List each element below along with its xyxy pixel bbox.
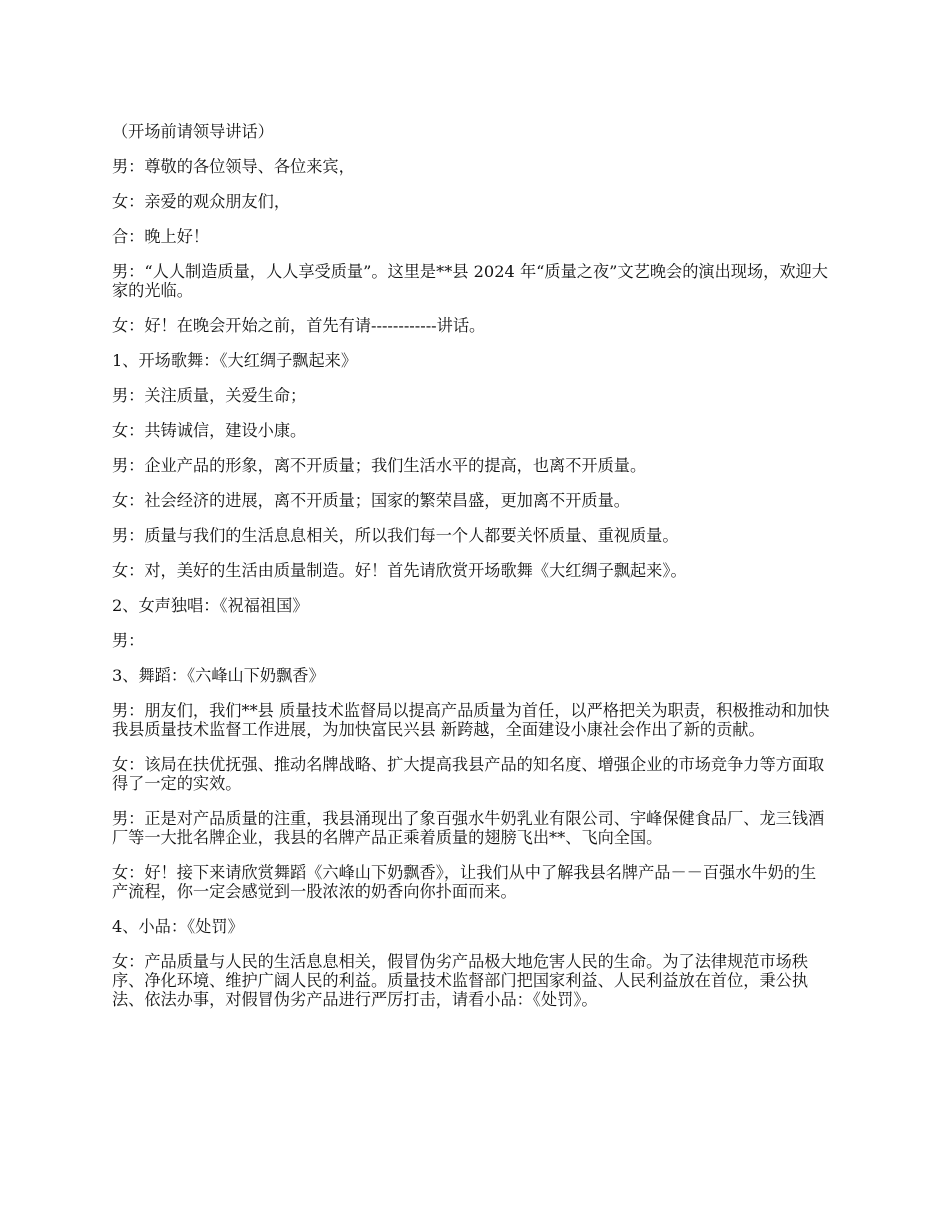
section-heading-2: 2、女声独唱：《祝福祖国》 [112, 596, 309, 615]
paragraph-line: 女：产品质量与人民的生活息息相关，假冒伪劣产品极大地危害人民的生命。为了法律规范市场秩序、净化环境、维护广阔人民的利益。质量技术监督部门把国家利益、人民利益放在首位，秉公执法、依法办事，对假冒伪劣产品进行严厉打击，请看小品：《处罚》。 [112, 952, 809, 1009]
paragraph-line: 女：社会经济的进展，离不开质量；国家的繁荣昌盛，更加离不开质量。 [112, 491, 630, 510]
paragraph-line: 男：企业产品的形象，离不开质量；我们生活水平的提高，也离不开质量。 [112, 456, 647, 475]
section-heading-1: 1、开场歌舞：《大红绸子飘起来》 [112, 351, 358, 370]
document-body [112, 122, 832, 1025]
section-heading-4: 4、小品：《处罚》 [112, 917, 244, 936]
paragraph-female-leader: 女：好！在晚会开始之前，首先有请------------讲话。 [112, 316, 486, 335]
paragraph-female-greeting: 女：亲爱的观众朋友们， [112, 192, 291, 211]
paragraph-male-intro: 男：“人人制造质量，人人享受质量”。这里是**县 2024 年“质量之夜”文艺晚会的演出现场，欢迎大家的光临。 [112, 262, 828, 300]
paragraph-line: 男： [112, 631, 145, 650]
paragraph-opening-note: （开场前请领导讲话） [112, 122, 274, 141]
paragraph-line: 女：好！接下来请欣赏舞蹈《六峰山下奶飘香》，让我们从中了解我县名牌产品－－百强水牛奶的生产流程，你一定会感觉到一股浓浓的奶香向你扑面而来。 [112, 863, 817, 901]
paragraph-male-greeting: 男：尊敬的各位领导、各位来宾， [112, 157, 355, 176]
paragraph-line: 男：质量与我们的生活息息相关，所以我们每一个人都要关怀质量、重视质量。 [112, 526, 679, 545]
paragraph-line: 女：共铸诚信，建设小康。 [112, 421, 307, 440]
paragraph-line: 男：关注质量，关爱生命； [112, 386, 307, 405]
paragraph-line: 男：朋友们，我们**县 质量技术监督局以提高产品质量为首任，以严格把关为职责，积极推动和加快我县质量技术监督工作进展，为加快富民兴县 新跨越，全面建设小康社会作出了新的贡献。 [112, 701, 830, 739]
section-heading-3: 3、舞蹈：《六峰山下奶飘香》 [112, 666, 325, 685]
paragraph-line: 男：正是对产品质量的注重，我县涌现出了象百强水牛奶乳业有限公司、宇峰保健食品厂、龙三钱酒厂等一大批名牌企业，我县的名牌产品正乘着质量的翅膀飞出**、飞向全国。 [112, 809, 825, 847]
paragraph-line: 女：该局在扶优抚强、推动名牌战略、扩大提高我县产品的知名度、增强企业的市场竞争力等方面取得了一定的实效。 [112, 755, 825, 793]
paragraph-line: 女：对，美好的生活由质量制造。好！首先请欣赏开场歌舞《大红绸子飘起来》。 [112, 561, 687, 580]
paragraph-together: 合：晚上好！ [112, 227, 210, 246]
